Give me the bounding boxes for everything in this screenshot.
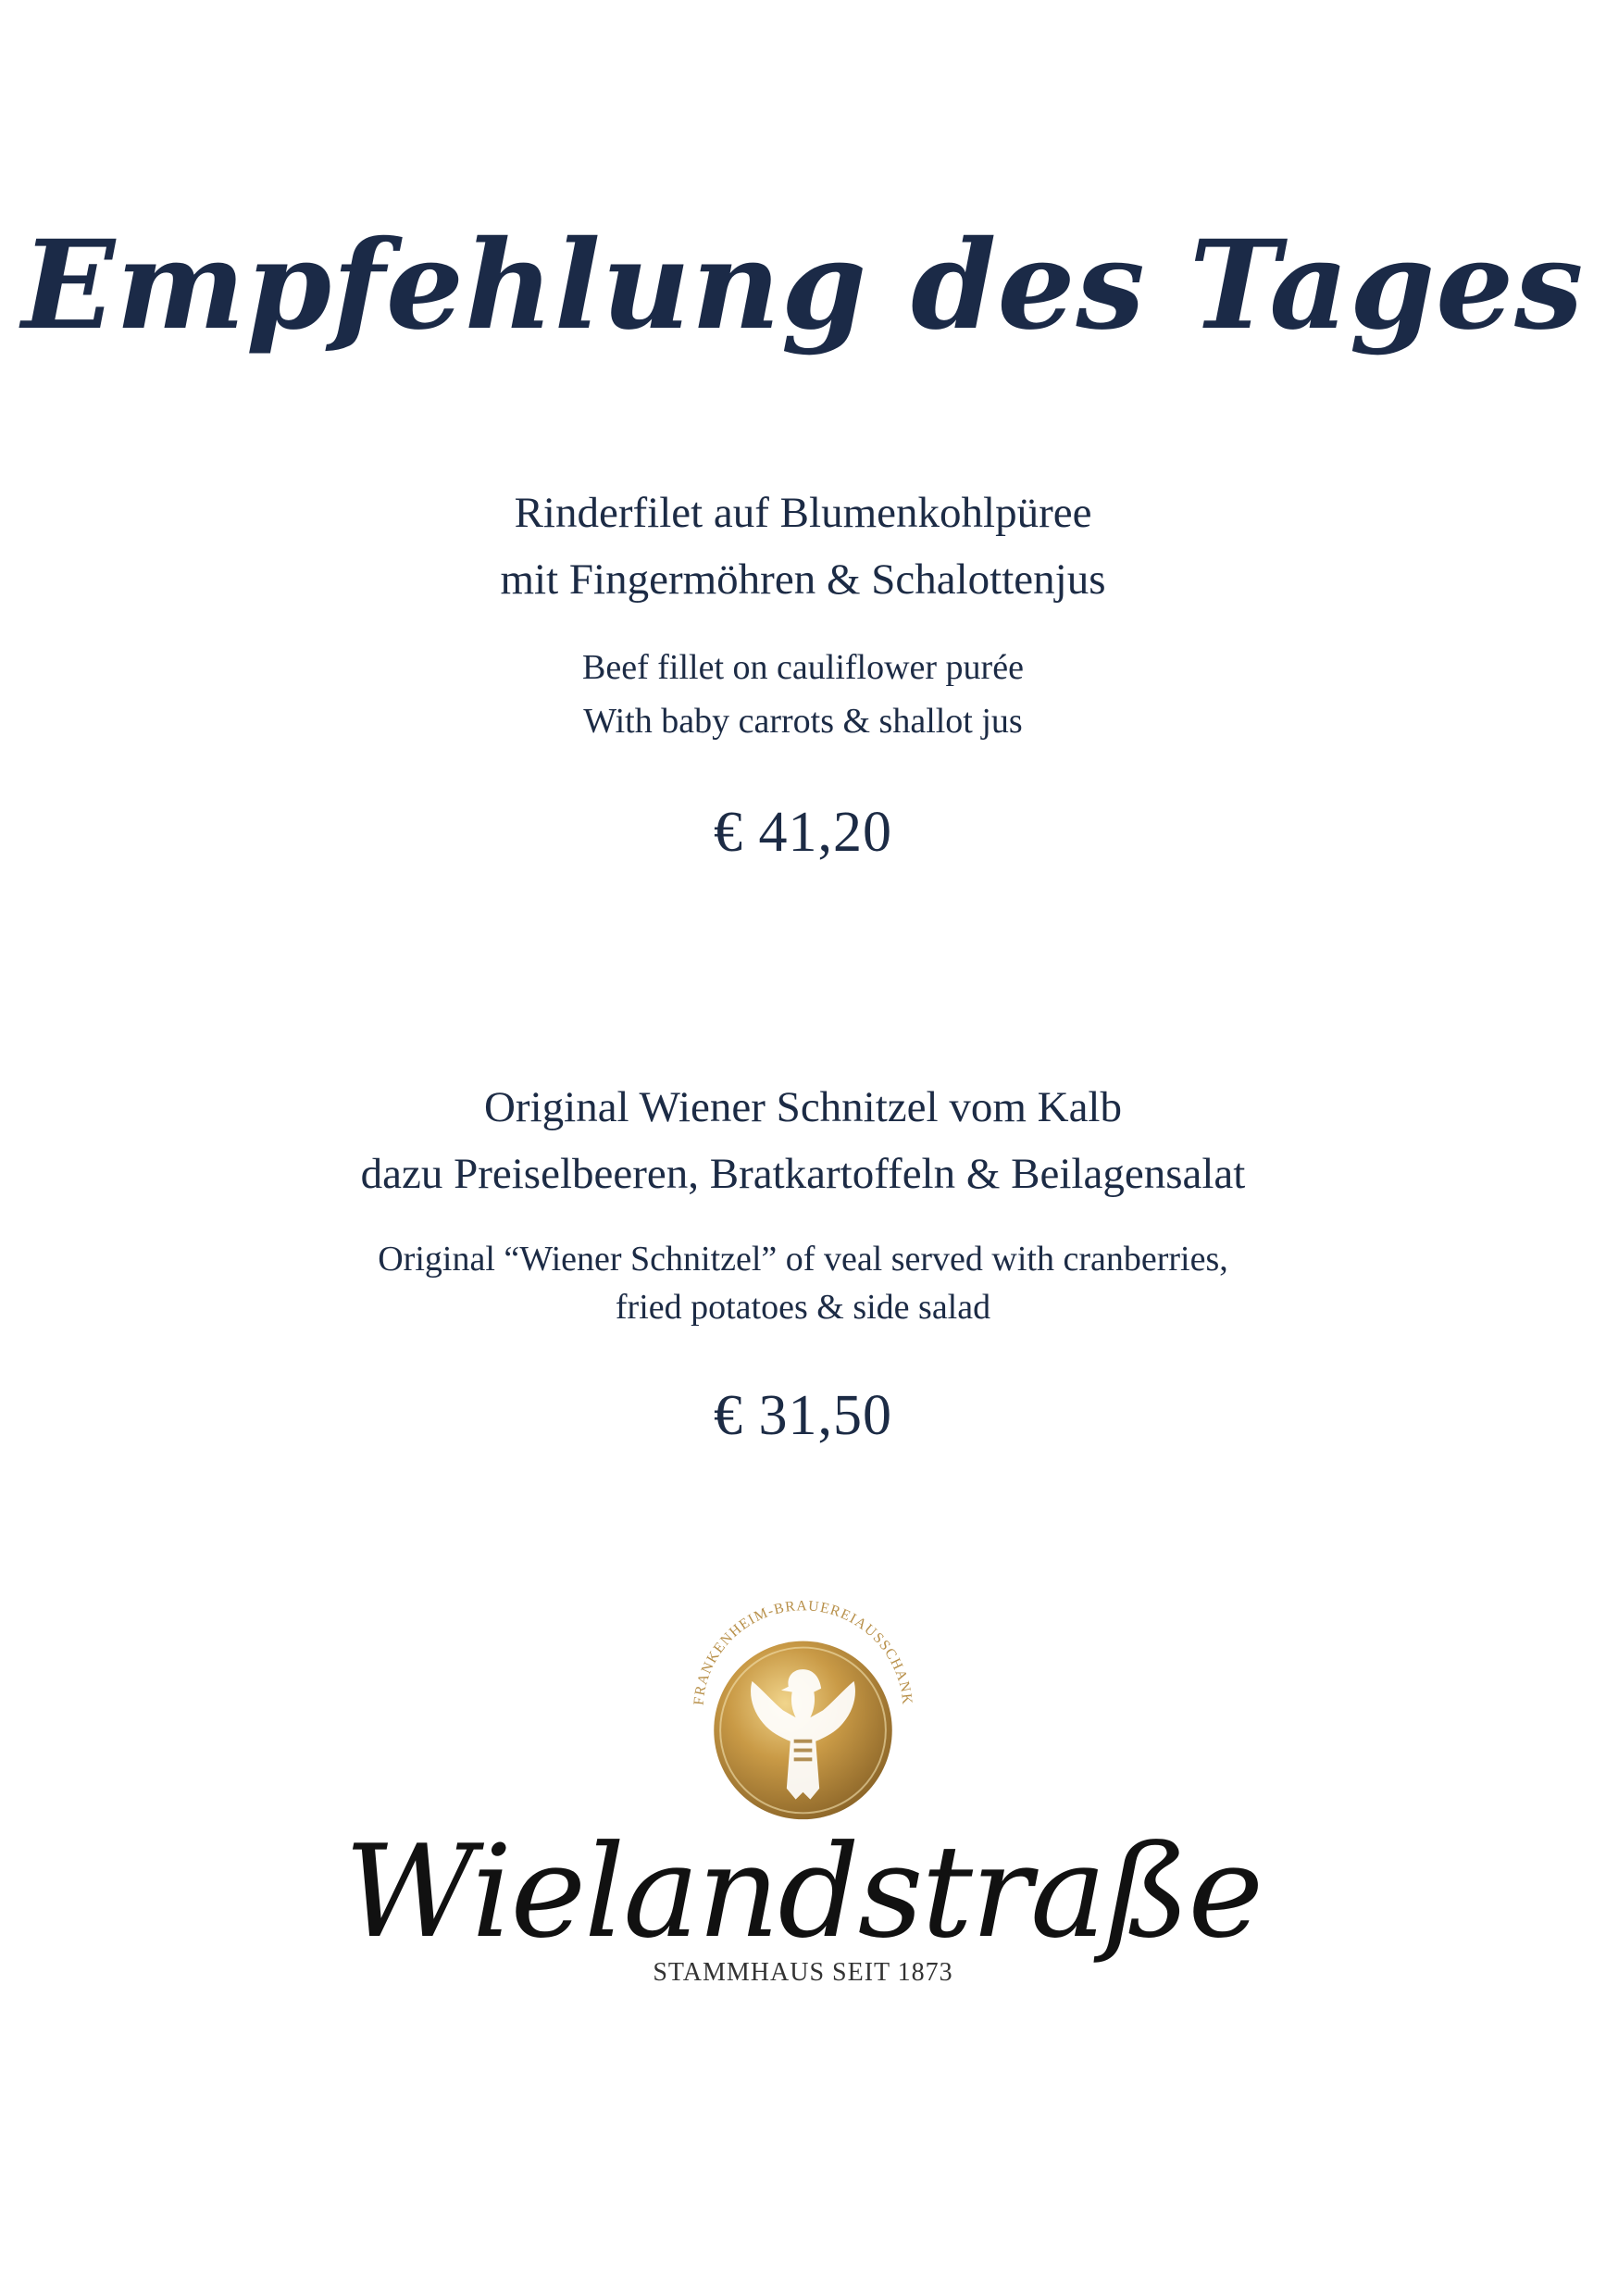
- wordmark: Wielandstraße: [343, 1817, 1263, 1966]
- dish-1-english-line-1: Beef fillet on cauliflower purée: [582, 648, 1024, 687]
- dish-2-english: [0, 1235, 1606, 1331]
- logo-subline: STAMMHAUS SEIT 1873: [653, 1958, 953, 1987]
- dish-2: [0, 1074, 1606, 1447]
- brewery-seal: [676, 1574, 930, 1828]
- dish-1: [0, 480, 1606, 864]
- dish-1-english-line-2: With baby carrots & shallot jus: [583, 702, 1023, 741]
- seal-text: FRANKENHEIM-BRAUEREIAUSSCHANK: [691, 1598, 915, 1706]
- dish-2-english-line-2: fried potatoes & side salad: [615, 1288, 991, 1327]
- dish-2-english-line-1: Original “Wiener Schnitzel” of veal served with cranberries,: [378, 1240, 1228, 1279]
- brewery-logo: [0, 1574, 1606, 2000]
- dish-1-price: € 41,20: [714, 801, 892, 864]
- dish-1-german-line-2: mit Fingermöhren & Schalottenjus: [500, 555, 1106, 604]
- dish-1-english: [0, 641, 1606, 748]
- dish-2-german-line-1: Original Wiener Schnitzel vom Kalb: [483, 1083, 1122, 1131]
- page-title: Empfehlung des Tages: [21, 214, 1585, 358]
- dish-2-german-line-2: dazu Preiselbeeren, Bratkartoffeln & Beilagensalat: [360, 1150, 1246, 1198]
- dish-1-german-line-1: Rinderfilet auf Blumenkohlpüree: [514, 489, 1092, 537]
- dish-2-price: € 31,50: [714, 1384, 892, 1447]
